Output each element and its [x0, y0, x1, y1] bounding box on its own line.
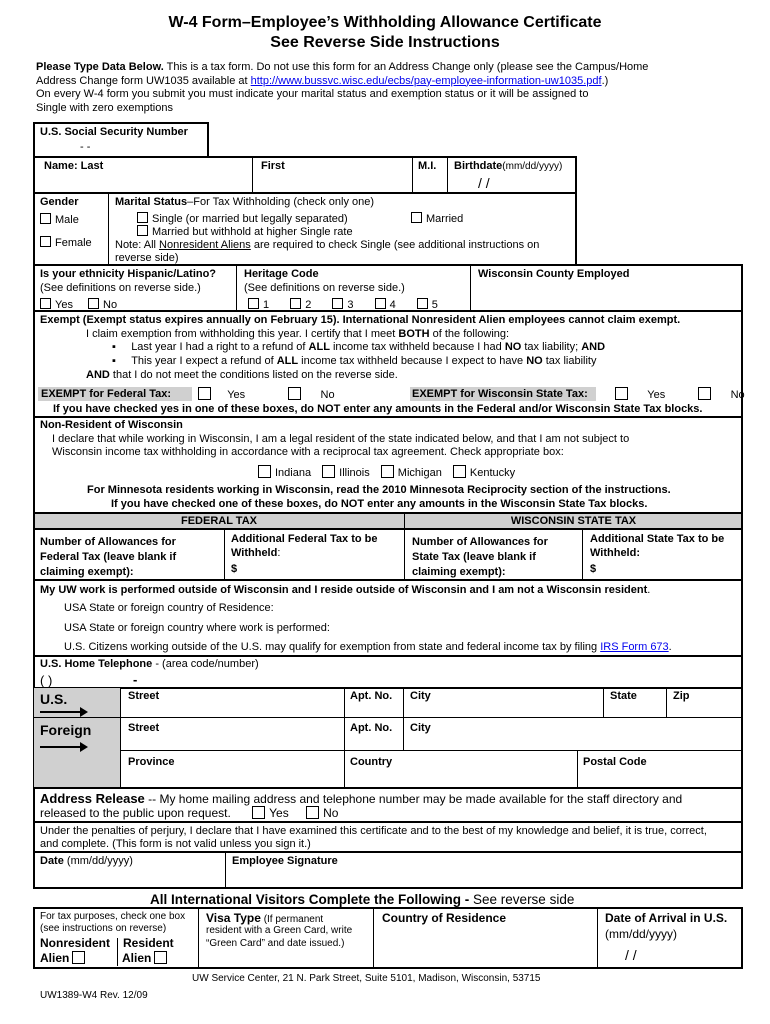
fed-allow-1: Number of Allowances for: [40, 536, 176, 548]
sign-date-label: Date: [40, 855, 64, 867]
fed-allowances-label: [40, 535, 176, 580]
wi-allowances-label: [412, 535, 548, 580]
us-label: U.S.: [40, 691, 68, 707]
married-label: Married: [426, 213, 464, 225]
exempt-l1a: I claim exemption from withholding this year. I certify that I meet: [86, 328, 399, 340]
heritage-2-label: 2: [305, 299, 312, 311]
male-checkbox[interactable]: [40, 213, 51, 224]
marital-label: Marital Status: [115, 196, 188, 208]
wi-exempt-options: [615, 387, 745, 401]
intl-head: All International Visitors Complete the Following -: [150, 892, 474, 907]
intro-p1: This is a tax form. Do not use this form for an Address Change only (please see the Campus/Home: [163, 61, 649, 73]
note-a: Note: All: [115, 239, 160, 251]
exempt-bullet-1: ▪ Last year I had a right to a refund of ALL income tax withheld because I had NO tax liability; AND: [112, 341, 606, 353]
exempt-l1c: of the following:: [429, 328, 510, 340]
marital-note: [115, 239, 539, 265]
heritage-1-checkbox[interactable]: [248, 298, 259, 309]
perjury-l2: and complete. (This form is not valid unless you sign it.): [40, 838, 311, 850]
exempt-l4: [86, 369, 398, 381]
gender-male-option[interactable]: [40, 213, 79, 226]
phone-dash: -: [133, 672, 138, 687]
intl-c1b: (see instructions on reverse): [40, 923, 167, 934]
gender-label: Gender: [40, 196, 79, 208]
arrival-date-slashes: / /: [625, 947, 637, 963]
wi-exempt-no-checkbox[interactable]: [698, 387, 711, 400]
release-yes-checkbox[interactable]: [252, 806, 265, 819]
first-name-label: First: [261, 160, 285, 172]
b2b: ALL: [276, 355, 299, 367]
female-checkbox[interactable]: [40, 236, 51, 247]
heritage-5-label: 5: [431, 299, 438, 311]
heritage-3-label: 3: [347, 299, 354, 311]
us-zip-label: Zip: [673, 690, 690, 702]
wi-allow-2: State Tax (leave blank if: [412, 551, 536, 563]
nonresident-label: Nonresident: [40, 936, 111, 950]
resident-alien-label: Alien: [122, 951, 152, 965]
sign-date-format: (mm/dd/yyyy): [63, 855, 133, 867]
fed-exempt-no-label: No: [320, 389, 335, 401]
intro-text: [36, 61, 736, 115]
michigan-label: Michigan: [397, 467, 442, 479]
resident-label: Resident: [123, 936, 174, 950]
resident-alien-checkbox[interactable]: [154, 951, 167, 964]
nonres-warning: If you have checked one of these boxes, do NOT enter any amounts in the Wisconsin State Tax blocks.: [111, 498, 648, 510]
heritage-1-label: 1: [263, 299, 270, 311]
michigan-checkbox[interactable]: [381, 465, 394, 478]
outside-head: My UW work is performed outside of Wisconsin and I reside outside of Wisconsin and I am not a Wisconsin resident: [40, 584, 648, 596]
single-label: Single (or married but legally separated): [152, 213, 348, 225]
exempt-bullet-2: ▪ This year I expect a refund of ALL income tax withheld because I expect to have NO tax liability: [112, 355, 597, 367]
fed-additional-label: [231, 532, 377, 576]
footer-address: UW Service Center, 21 N. Park Street, Suite 5101, Madison, Wisconsin, 53715: [192, 973, 541, 984]
form-revision: UW1389-W4 Rev. 12/09: [40, 990, 148, 1001]
wi-add-2: Withheld:: [590, 547, 640, 559]
signature-label: Employee Signature: [232, 855, 338, 867]
wi-allow-1: Number of Allowances for: [412, 536, 548, 548]
fed-add-dollar: $: [231, 563, 238, 575]
female-label: Female: [55, 237, 92, 249]
heritage-4-checkbox[interactable]: [375, 298, 386, 309]
male-label: Male: [55, 214, 79, 226]
birthdate-label: Birthdate: [454, 160, 503, 172]
heritage-label: Heritage Code: [244, 268, 319, 280]
phone-label: U.S. Home Telephone: [40, 658, 153, 670]
province-label: Province: [128, 756, 175, 768]
intro-bold: Please Type Data Below.: [36, 61, 164, 73]
uw1035-link[interactable]: http://www.bussvc.wisc.edu/ecbs/pay-employee-information-uw1035.pdf: [250, 74, 602, 87]
country-label: Country: [350, 756, 393, 768]
us-arrow-icon: [40, 711, 86, 713]
release-no-label: No: [323, 806, 339, 820]
federal-tax-header: FEDERAL TAX: [181, 515, 257, 527]
fed-exempt-options: [198, 387, 335, 401]
illinois-checkbox[interactable]: [322, 465, 335, 478]
wi-add-dollar: $: [590, 563, 597, 575]
heritage-2-checkbox[interactable]: [290, 298, 301, 309]
us-city-label: City: [410, 690, 431, 702]
intro-p2b: .): [601, 74, 609, 87]
heritage-4-label: 4: [389, 299, 396, 311]
intro-p2a: Address Change form UW1035 available at: [36, 74, 251, 87]
indiana-label: Indiana: [275, 467, 312, 479]
wi-exempt-yes-label: Yes: [647, 389, 666, 401]
arrival-date-format: (mm/dd/yyyy): [605, 927, 677, 941]
visa-l2: resident with a Green Card, write: [206, 925, 353, 936]
heritage-5-checkbox[interactable]: [417, 298, 428, 309]
intro-p4: Single with zero exemptions: [36, 101, 173, 114]
release-head: Address Release: [40, 791, 145, 806]
marital-married-single-option[interactable]: [137, 225, 353, 238]
birthdate-slashes: / /: [478, 175, 490, 191]
wi-additional-label: [590, 532, 724, 576]
exempt-head: Exempt (Exempt status expires annually on February 15). International Nonresident Alien employees cannot claim exempt.: [40, 314, 681, 326]
nonres-head: Non-Resident of Wisconsin: [40, 419, 183, 431]
b1b: ALL: [308, 341, 330, 353]
outside-l1: USA State or foreign country of Residence:: [64, 602, 274, 614]
b2e: tax liability: [542, 355, 597, 367]
foreign-label: Foreign: [40, 722, 92, 738]
b2a: This year I expect a refund of: [131, 355, 277, 367]
marital-single-option[interactable]: [137, 212, 348, 225]
fed-exempt-no-checkbox[interactable]: [288, 387, 301, 400]
b2d: NO: [526, 355, 543, 367]
mi-label: M.I.: [418, 160, 437, 172]
exempt-l1: [86, 328, 509, 340]
ssn-label: U.S. Social Security Number: [40, 126, 188, 138]
us-street-label: Street: [128, 690, 160, 702]
birthdate-format: (mm/dd/yyyy): [502, 161, 563, 172]
nonres-states: [258, 465, 515, 479]
wi-exempt-no-label: No: [730, 389, 745, 401]
ethnicity-no-checkbox[interactable]: [88, 298, 99, 309]
note-c: reverse side): [115, 252, 179, 264]
wi-exempt-label: EXEMPT for Wisconsin State Tax:: [412, 388, 588, 400]
intro-p3: On every W-4 form you submit you must indicate your marital status and exemption status or it will be assigned to: [36, 88, 589, 100]
fed-allow-2: Federal Tax (leave blank if: [40, 551, 177, 563]
visa-note: (If permanent: [260, 914, 324, 925]
form-title: W-4 Form–Employee’s Withholding Allowance Certificate: [168, 14, 602, 31]
address-section: [33, 687, 743, 789]
exempt-l1b: BOTH: [398, 328, 430, 340]
outside-l3a: U.S. Citizens working outside of the U.S. may qualify for exemption from state and federal income tax by filing: [64, 641, 601, 653]
fed-allow-3: claiming exempt):: [40, 566, 134, 578]
irs-form-673-link[interactable]: IRS Form 673: [600, 641, 669, 653]
fed-exempt-yes-label: Yes: [227, 389, 246, 401]
married-checkbox[interactable]: [411, 212, 422, 223]
married-single-label: Married but withhold at higher Single rate: [152, 226, 353, 238]
kentucky-checkbox[interactable]: [453, 465, 466, 478]
visa-l3: “Green Card” and date issued.): [206, 938, 345, 949]
ethnicity-yes-checkbox[interactable]: [40, 298, 51, 309]
b1d: NO: [504, 341, 522, 353]
nonresident-alien-label: Alien: [40, 951, 70, 965]
foreign-city-label: City: [410, 722, 431, 734]
illinois-label: Illinois: [339, 467, 370, 479]
exempt-l4a: AND: [86, 369, 110, 381]
indiana-checkbox[interactable]: [258, 465, 271, 478]
phone-hint: - (area code/number): [152, 658, 259, 670]
ethnicity-no-label: No: [103, 299, 118, 311]
nonresident-alien-checkbox[interactable]: [72, 951, 85, 964]
b1c: income tax withheld because I had: [329, 341, 505, 353]
country-residence-label: Country of Residence: [382, 911, 507, 925]
married-single-checkbox[interactable]: [137, 225, 148, 236]
exempt-l4b: that I do not meet the conditions listed on the reverse side.: [109, 369, 398, 381]
release-text: -- My home mailing address and telephone number may be made available for the staff directory and: [144, 792, 683, 806]
marital-married-option[interactable]: [411, 212, 463, 225]
county-label: Wisconsin County Employed: [478, 268, 630, 280]
outside-head-dot: .: [647, 584, 651, 596]
release-yes-label: Yes: [269, 806, 289, 820]
wi-exempt-yes-checkbox[interactable]: [615, 387, 628, 400]
outside-l3b: .: [668, 641, 672, 653]
b1a: Last year I had a right to a refund of: [131, 341, 309, 353]
heritage-3-checkbox[interactable]: [332, 298, 343, 309]
postal-code-label: Postal Code: [583, 756, 647, 768]
fed-add-colon: :: [277, 547, 281, 559]
b1f: AND: [581, 341, 606, 353]
arrival-date-label: Date of Arrival in U.S.: [605, 911, 728, 925]
nonres-l1: I declare that while working in Wisconsin, I am a legal resident of the state indicated below, and that I am not subject to: [52, 433, 630, 445]
ethnicity-def: (See definitions on reverse side.): [40, 282, 201, 294]
nonres-l2: Wisconsin income tax withholding in accordance with a reciprocal tax agreement. Check appropriate box:: [52, 446, 564, 458]
kentucky-label: Kentucky: [469, 467, 516, 479]
us-apt-label: Apt. No.: [350, 690, 393, 702]
perjury-l1: Under the penalties of perjury, I declare that I have examined this certificate and to the best of my knowledge and belief, it is true, correct,: [40, 825, 707, 837]
intl-head2: See reverse side: [473, 892, 575, 907]
fed-exempt-yes-checkbox[interactable]: [198, 387, 211, 400]
ethnicity-question: Is your ethnicity Hispanic/Latino?: [40, 268, 217, 280]
note-b: are required to check Single (see additional instructions on: [250, 239, 540, 251]
single-checkbox[interactable]: [137, 212, 148, 223]
release-text2: released to the public upon request.: [40, 806, 231, 820]
ssn-dashes: - -: [80, 141, 91, 153]
marital-label-rest: –For Tax Withholding (check only one): [187, 196, 375, 208]
foreign-arrow-icon: [40, 746, 86, 748]
fed-add-1: Additional Federal Tax to be: [231, 533, 378, 545]
us-state-label: State: [610, 690, 637, 702]
foreign-apt-label: Apt. No.: [350, 722, 393, 734]
b2c: income tax withheld because I expect to have: [298, 355, 527, 367]
fed-exempt-label: EXEMPT for Federal Tax:: [41, 388, 171, 400]
ethnicity-yes-label: Yes: [55, 299, 73, 311]
outside-l2: USA State or foreign country where work is performed:: [64, 622, 330, 634]
wi-add-1: Additional State Tax to be: [590, 533, 725, 545]
intl-c1a: For tax purposes, check one box: [40, 911, 186, 922]
heritage-def: (See definitions on reverse side.): [244, 282, 405, 294]
visa-type-label: Visa Type: [206, 911, 261, 925]
release-no-checkbox[interactable]: [306, 806, 319, 819]
note-nonresident: Nonresident Aliens: [159, 239, 251, 251]
wi-tax-header: WISCONSIN STATE TAX: [510, 515, 637, 527]
exempt-warning: If you have checked yes in one of these boxes, do NOT enter any amounts in the Federal and/or Wisconsin State Tax blocks.: [53, 403, 703, 415]
phone-paren: ( ): [40, 673, 53, 688]
fed-add-2: Withheld: [231, 547, 278, 559]
last-name-label: Name: Last: [44, 160, 104, 172]
wi-allow-3: claiming exempt):: [412, 566, 506, 578]
gender-female-option[interactable]: [40, 236, 92, 249]
signature-row: [33, 851, 743, 889]
nonres-mn: For Minnesota residents working in Wisconsin, read the 2010 Minnesota Reciprocity section of the instructions.: [87, 484, 671, 496]
foreign-street-label: Street: [128, 722, 160, 734]
form-subtitle: See Reverse Side Instructions: [270, 34, 500, 51]
b1e: tax liability;: [521, 341, 582, 353]
